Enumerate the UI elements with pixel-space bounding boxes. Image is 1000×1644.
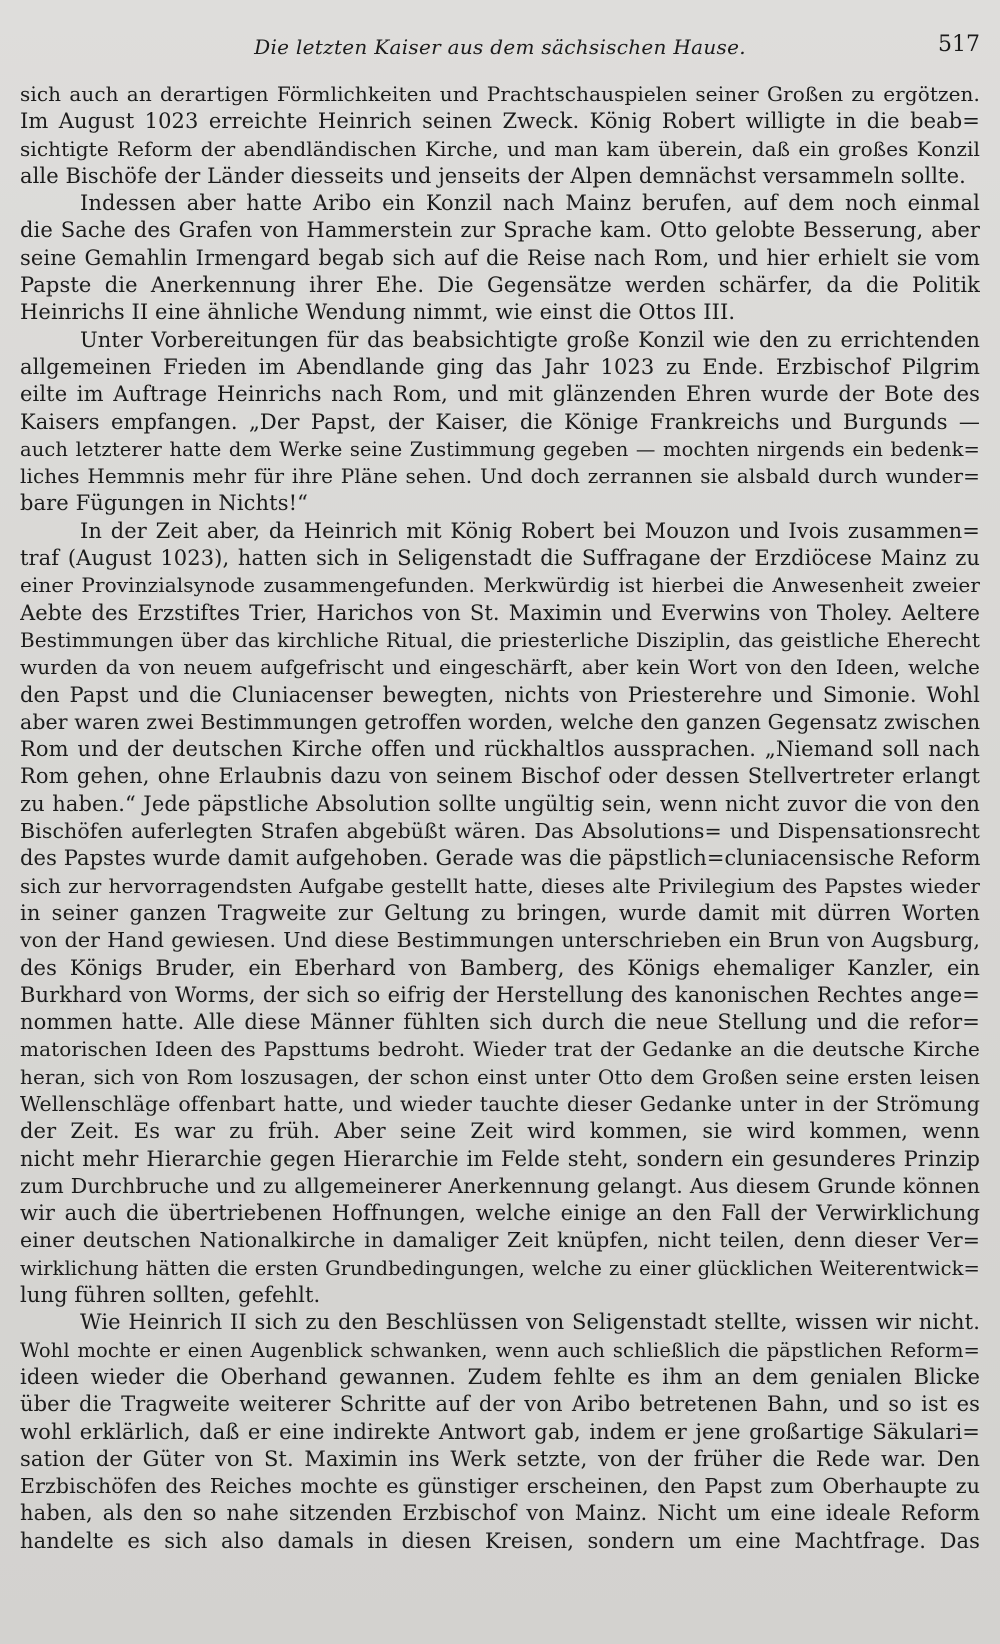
- text-line: Papste die Anerkennung ihrer Ehe. Die Gegensätze werden schärfer, da die Politik: [20, 273, 980, 298]
- running-header: [20, 30, 980, 64]
- text-line: alle Bischöfe der Länder diesseits und jenseits der Alpen demnächst versammeln sollte.: [20, 163, 966, 188]
- text-line: lung führen sollten, gefehlt.: [20, 1283, 321, 1308]
- text-line: haben, als den so nahe sitzenden Erzbischof von Mainz. Nicht um eine ideale Reform: [20, 1501, 980, 1526]
- text-line: sichtigte Reform der abendländischen Kirche, und man kam überein, daß ein großes Konzil: [20, 136, 980, 161]
- text-line: Im August 1023 erreichte Heinrich seinen Zweck. König Robert willigte in die beab=: [20, 109, 980, 134]
- text-line: bare Fügungen in Nichts!“: [20, 491, 308, 516]
- text-line: sation der Güter von St. Maximin ins Werk setzte, von der früher die Rede war. Den: [20, 1446, 980, 1471]
- text-line: Bestimmungen über das kirchliche Ritual, die priesterliche Disziplin, das geistliche Eherecht: [20, 627, 980, 652]
- text-line: Wellenschläge offenbart hatte, und wieder tauchte dieser Gedanke unter in der Strömung: [20, 1091, 980, 1116]
- text-line: Rom gehen, ohne Erlaubnis dazu von seinem Bischof oder dessen Stellvertreter erlangt: [20, 764, 980, 789]
- text-line: sich auch an derartigen Förmlichkeiten und Prachtschauspielen seiner Großen zu ergötzen.: [20, 82, 980, 106]
- text-line: Wie Heinrich II sich zu den Beschlüssen von Seligenstadt stellte, wissen wir nicht.: [80, 1310, 980, 1335]
- text-line: wurden da von neuem aufgefrischt und eingeschärft, aber kein Wort von den Ideen, welche: [20, 655, 980, 680]
- text-line: Erzbischöfen des Reiches mochte es günstiger erscheinen, den Papst zum Oberhaupte zu: [20, 1474, 980, 1499]
- text-line: den Papst und die Cluniacenser bewegten, nichts von Priesterehre und Simonie. Wohl: [20, 682, 980, 707]
- text-line: auch letzterer hatte dem Werke seine Zustimmung gegeben — mochten nirgends ein bedenk=: [20, 437, 980, 461]
- text-line: ideen wieder die Oberhand gewannen. Zudem fehlte es ihm an dem genialen Blicke: [20, 1364, 980, 1389]
- text-line: in seiner ganzen Tragweite zur Geltung zu bringen, wurde damit mit dürren Worten: [20, 900, 980, 925]
- text-line: eilte im Auftrage Heinrichs nach Rom, und mit glänzenden Ehren wurde der Bote des: [20, 382, 980, 407]
- text-line: heran, sich von Rom loszusagen, der schon einst unter Otto dem Großen seine ersten leisen: [20, 1064, 980, 1089]
- text-line: wohl erklärlich, daß er eine indirekte Antwort gab, indem er jene großartige Säkulari=: [20, 1419, 980, 1444]
- text-line: zu haben.“ Jede päpstliche Absolution sollte ungültig sein, wenn nicht zuvor die von den: [20, 791, 980, 816]
- text-line: des Königs Bruder, ein Eberhard von Bamberg, des Königs ehemaliger Kanzler, ein: [20, 955, 980, 980]
- text-line: traf (August 1023), hatten sich in Seligenstadt die Suffragane der Erzdiöcese Mainz zu: [20, 546, 980, 571]
- text-line: Heinrichs II eine ähnliche Wendung nimmt, wie einst die Ottos III.: [20, 300, 736, 325]
- text-line: In der Zeit aber, da Heinrich mit König Robert bei Mouzon und Ivois zusammen=: [80, 518, 980, 543]
- text-line: sich zur hervorragendsten Aufgabe gestellt hatte, dieses alte Privilegium des Papstes wieder: [20, 873, 980, 898]
- text-line: nicht mehr Hierarchie gegen Hierarchie im Felde steht, sondern ein gesunderes Prinzip: [20, 1146, 980, 1171]
- text-line: nommen hatte. Alle diese Männer fühlten sich durch die neue Stellung und die refor=: [20, 1010, 980, 1035]
- text-line: wirklichung hätten die ersten Grundbedingungen, welche zu einer glücklichen Weiterentwick=: [20, 1256, 980, 1280]
- text-line: der Zeit. Es war zu früh. Aber seine Zeit wird kommen, sie wird kommen, wenn: [20, 1119, 980, 1144]
- text-line: einer Provinzialsynode zusammengefunden. Merkwürdig ist hierbei die Anwesenheit zweier: [20, 573, 980, 598]
- text-line: wir auch die übertriebenen Hoffnungen, welche einige an den Fall der Verwirklichung: [20, 1201, 980, 1226]
- text-line: matorischen Ideen des Papsttums bedroht. Wieder trat der Gedanke an die deutsche Kirche: [20, 1037, 980, 1062]
- text-line: Kaisers empfangen. „Der Papst, der Kaiser, die Könige Frankreichs und Burgunds —: [20, 409, 980, 434]
- text-line: die Sache des Grafen von Hammerstein zur Sprache kam. Otto gelobte Besserung, aber: [20, 218, 980, 243]
- text-line: des Papstes wurde damit aufgehoben. Gerade was die päpstlich=cluniacensische Reform: [20, 846, 980, 871]
- running-title: Die letzten Kaiser aus dem sächsischen Hause.: [254, 35, 746, 59]
- page-number: 517: [938, 32, 980, 57]
- text-line: Indessen aber hatte Aribo ein Konzil nach Mainz berufen, auf dem noch einmal: [80, 191, 980, 216]
- text-line: liches Hemmnis mehr für ihre Pläne sehen. Und doch zerrannen sie alsbald durch wunder=: [20, 464, 980, 489]
- text-line: einer deutschen Nationalkirche in damaliger Zeit knüpfen, nicht teilen, denn dieser Ver=: [20, 1228, 980, 1253]
- text-line: aber waren zwei Bestimmungen getroffen worden, welche den ganzen Gegensatz zwischen: [20, 709, 980, 734]
- text-line: zum Durchbruche und zu allgemeinerer Anerkennung gelangt. Aus diesem Grunde können: [20, 1173, 980, 1198]
- text-line: Unter Vorbereitungen für das beabsichtigte große Konzil wie den zu errichtenden: [80, 327, 980, 352]
- text-line: Aebte des Erzstiftes Trier, Harichos von St. Maximin und Everwins von Tholey. Aeltere: [20, 600, 980, 625]
- text-line: seine Gemahlin Irmengard begab sich auf die Reise nach Rom, und hier erhielt sie vom: [20, 245, 980, 270]
- text-line: Burkhard von Worms, der sich so eifrig der Herstellung des kanonischen Rechtes ange=: [20, 982, 980, 1007]
- text-line: handelte es sich also damals in diesen Kreisen, sondern um eine Machtfrage. Das: [20, 1528, 980, 1553]
- text-line: Wohl mochte er einen Augenblick schwanken, wenn auch schließlich die päpstlichen Reform=: [20, 1338, 980, 1362]
- text-line: von der Hand gewiesen. Und diese Bestimmungen unterschrieben ein Brun von Augsburg,: [20, 928, 980, 953]
- text-line: Bischöfen auferlegten Strafen abgebüßt wären. Das Absolutions= und Dispensationsrecht: [20, 819, 980, 844]
- text-line: Rom und der deutschen Kirche offen und rückhaltlos aussprachen. „Niemand soll nach: [20, 737, 980, 762]
- text-line: allgemeinen Frieden im Abendlande ging das Jahr 1023 zu Ende. Erzbischof Pilgrim: [20, 354, 980, 379]
- body-text: [20, 81, 980, 1555]
- text-line: über die Tragweite weiterer Schritte auf der von Aribo betretenen Bahn, und so ist es: [20, 1392, 980, 1417]
